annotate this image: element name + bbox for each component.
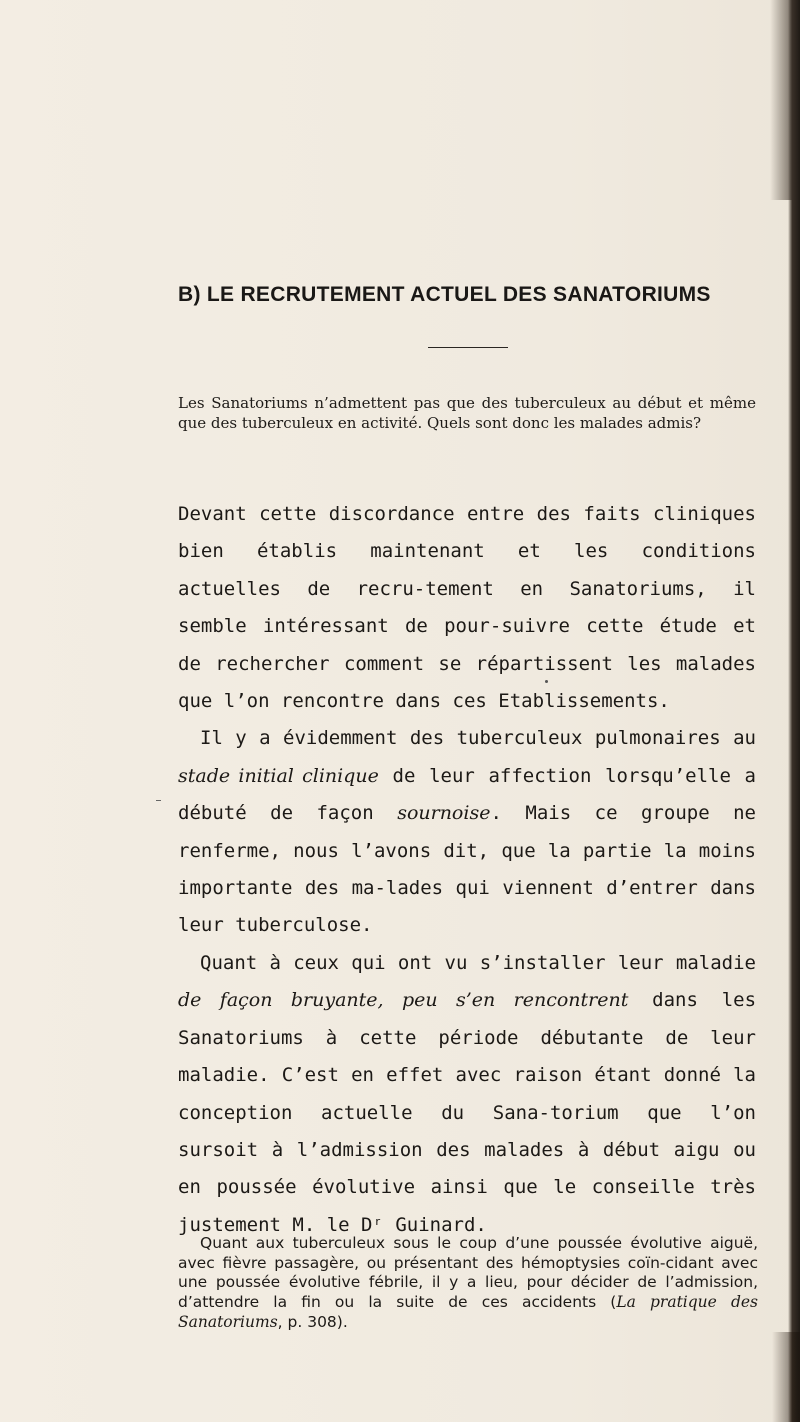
footnote-citation-title: La pratique des Sanatoriums (178, 1293, 759, 1331)
page-speck (545, 680, 548, 683)
main-text (178, 496, 756, 1244)
paragraph-3 (178, 945, 756, 1244)
paragraph-2-text-c: . Mais ce groupe ne renferme, nous l’avons dit, que la partie la moins importante des ma-lades qui viennent d’entrer dans leur tuberculose. (178, 802, 756, 937)
margin-mark (156, 800, 161, 801)
paragraph-1: Devant cette discordance entre des faits cliniques bien établis maintenant et les conditions actuelles de recru-tement en Sanatoriums, il semble intéressant de pour-suivre cette étude et de rechercher comment se répartissent les malades que l’on rencontre dans ces Etablissements. (178, 503, 756, 713)
intro-paragraph: Les Sanatoriums n’admettent pas que des tuberculeux au début et même que des tuberculeux en activité. Quels sont donc les malades admis? (178, 394, 756, 432)
paragraph-2-text-a: Il y a évidemment des tuberculeux pulmonaires au (200, 727, 756, 750)
section-heading: B) LE RECRUTEMENT ACTUEL DES SANATORIUMS (178, 283, 711, 306)
paragraph-3-emphasis: de façon bruyante, peu s’en rencontrent (178, 989, 629, 1012)
paragraph-3-text-a: Quant à ceux qui ont vu s’installer leur maladie (200, 951, 756, 974)
paragraph-2-emphasis-2: sournoise (397, 802, 491, 825)
paragraph-2 (178, 720, 756, 944)
footnote (178, 1234, 758, 1333)
page-edge-shadow-bottom (772, 1332, 800, 1422)
paragraph-2-text-b: de leur affection lorsqu’elle a débuté de façon (178, 764, 756, 825)
footnote-tail: , p. 308). (277, 1312, 348, 1331)
heading-divider (428, 347, 508, 348)
paragraph-3-text-b: dans les Sanatoriums à cette période débutante de leur maladie. C’est en effet avec raison étant donné la conception actuelle du Sana-torium que l’on sursoit à l’admission des malades à début aigu ou en poussée évolutive ainsi que le conseille très justement M. le Dʳ Guinard. (178, 989, 757, 1236)
page-edge-shadow (788, 0, 800, 1422)
footnote-text: Quant aux tuberculeux sous le coup d’une poussée évolutive aiguë, avec fièvre passagère, ou présentant des hémoptysies coïn-cidant avec une poussée évolutive fébrile, il y a lieu, pour décider de l’admission, d’attendre la fin ou la suite de ces accidents ( (178, 1234, 758, 1312)
paragraph-2-emphasis-1: stade initial clinique (178, 764, 379, 787)
